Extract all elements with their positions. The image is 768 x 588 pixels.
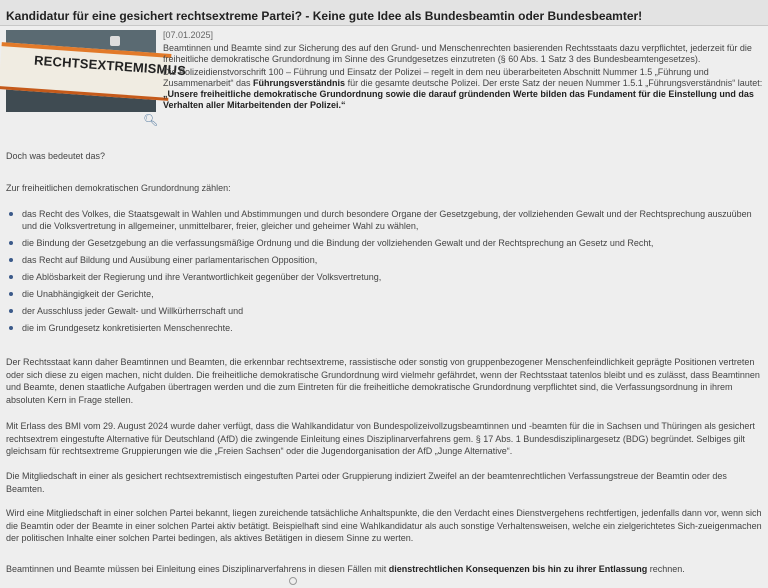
paragraph-konsequenzen: Beamtinnen und Beamte müssen bei Einleitung eines Disziplinarverfahrens in diesen Fällen mit dienstrechtlichen Konsequenzen bis hin zu ihrer Entlassung rechnen. xyxy=(6,564,685,574)
magnifier-icon[interactable]: 🔍︎ xyxy=(143,113,159,127)
question-text: Doch was bedeutet das? xyxy=(6,151,106,161)
thumbnail-label: RECHTSEXTREMISMUS xyxy=(33,52,187,79)
bullet-icon xyxy=(9,309,13,313)
bullet-icon xyxy=(9,292,13,296)
intro-paragraph: Beamtinnen und Beamte sind zur Sicherung des auf den Grund- und Menschenrechten basierenden Rechtsstaats dazu verpflichtet, jederzeit für die freiheitliche demokratische Grundordnung im Sinne des Grundgesetzes einzutreten (§ 60 Abs. 1 Satz 3 des Bundesbeamtengesetzes). xyxy=(163,43,752,64)
list-item: die im Grundgesetz konkretisierten Menschenrechte. xyxy=(6,322,762,334)
paragraph-erlass: Mit Erlass des BMI vom 29. August 2024 wurde daher verfügt, dass die Wahlkandidatur von Bundespolizeivollzugsbeamtinnen und -beamten für die in Sachsen und Thüringen als gesichert rechtsextrem eingestufte Alternative für Deutschland (AfD) die zwingende Einleitung eines Disziplinarverfahrens gem. § 17 Abs. 1 Bundesdisziplinargesetz (BDG) begründet. Selbiges gilt gleichsam für rechtsextreme Gruppierungen wie die „Freien Sachsen“ oder die Jugendorganisation der AfD „Junge Alternative“. xyxy=(6,421,755,456)
bullet-icon xyxy=(9,241,13,245)
list-item: der Ausschluss jeder Gewalt- und Willkürherrschaft und xyxy=(6,305,762,317)
list-item: die Bindung der Gesetzgebung an die verfassungsmäßige Ordnung und die Bindung der vollziehenden Gewalt und der Rechtsprechung an Gesetz und Recht, xyxy=(6,237,762,249)
bullet-icon xyxy=(9,212,13,216)
list-item: die Ablösbarkeit der Regierung und ihre Verantwortlichkeit gegenüber der Volksvertretung, xyxy=(6,271,762,283)
list-item: die Unabhängigkeit der Gerichte, xyxy=(6,288,762,300)
list-lead: Zur freiheitlichen demokratischen Grundordnung zählen: xyxy=(6,183,231,193)
list-item: das Recht auf Bildung und Ausübung einer parlamentarischen Opposition, xyxy=(6,254,762,266)
paragraph-rechtsstaat: Der Rechtsstaat kann daher Beamtinnen und Beamten, die erkennbar rechtsextreme, rassistische oder sonstig von gruppenbezogener Menschenfeindlichkeit geprägte Positionen vertreten oder sich diese zu eigen machen, nicht dulden. Die freiheitliche demokratische Grundordnung wird vielmehr gefährdet, wenn der Rechtsstaat tatenlos bleibt und es zulässt, dass Beamtinnen und Beamte, denen staatliche Aufgaben übertragen werden und die zum Eintreten für die freiheitliche demokratische Grundordnung verpflichtet sind, die Verfassungsordnung in ihrem absoluten Kern in Frage stellen. xyxy=(6,357,760,405)
bullet-icon xyxy=(9,326,13,330)
intro-paragraph-2: Die Polizeidienstvorschrift 100 – Führung und Einsatz der Polizei – regelt in dem neu überarbeiteten Abschnitt Nummer 1.5 „Führung und Zusammenarbeit“ das Führungsverständnis für die gesamte deutsche Polizei. Der erste Satz der neuen Nummer 1.5.1 „Führungsverständnis“ lautet: „Unsere freiheitliche demokratische Grundordnung sowie die darauf gründenden Werte bilden das Fundament für die Einstellung und das Verhalten aller Mitarbeitenden der Polizei.“ xyxy=(163,67,763,110)
bullet-icon xyxy=(9,258,13,262)
paragraph-verdacht: Wird eine Mitgliedschaft in einer solchen Partei bekannt, liegen zureichende tatsächliche Anhaltspunkte, die den Verdacht eines Dienstvergehens rechtfertigen, jedenfalls dann vor, wenn sich die Beamtin oder der Beamte in einer solchen Partei aktiv betätigt. Beispielhaft sind eine Wahlkandidatur als auch sonstige Verhaltensweisen, welche ein zielgerichtetes Sich-zueigenmachen der politischen Inhalte einer solchen Partei bedingen, als aktives Betätigen in diesem Sinne zu werten. xyxy=(6,508,762,543)
article-thumbnail[interactable] xyxy=(6,30,187,112)
scroll-indicator[interactable] xyxy=(289,577,297,585)
grundordnung-list xyxy=(6,208,762,339)
article-title: Kandidatur für eine gesichert rechtsextreme Partei? - Keine gute Idee als Bundesbeamtin oder Bundesbeamter! xyxy=(6,9,643,23)
list-item: das Recht des Volkes, die Staatsgewalt in Wahlen und Abstimmungen und durch besondere Organe der Gesetzgebung, der vollziehenden Gewalt und der Rechtsprechung auszuüben und die Volksvertretung in allgemeiner, unmittelbarer, freier, gleicher und geheimer Wahl zu wählen, xyxy=(6,208,762,232)
bullet-icon xyxy=(9,275,13,279)
publish-date: [07.01.2025] xyxy=(163,30,214,40)
intro-block xyxy=(163,30,763,113)
paragraph-mitgliedschaft: Die Mitgliedschaft in einer als gesichert rechtsextremistisch eingestuften Partei oder Gruppierung indiziert Zweifel an der beamtenrechtlichen Verfassungstreue der Beamtin oder des Beamten. xyxy=(6,471,727,494)
article-header xyxy=(0,0,768,26)
